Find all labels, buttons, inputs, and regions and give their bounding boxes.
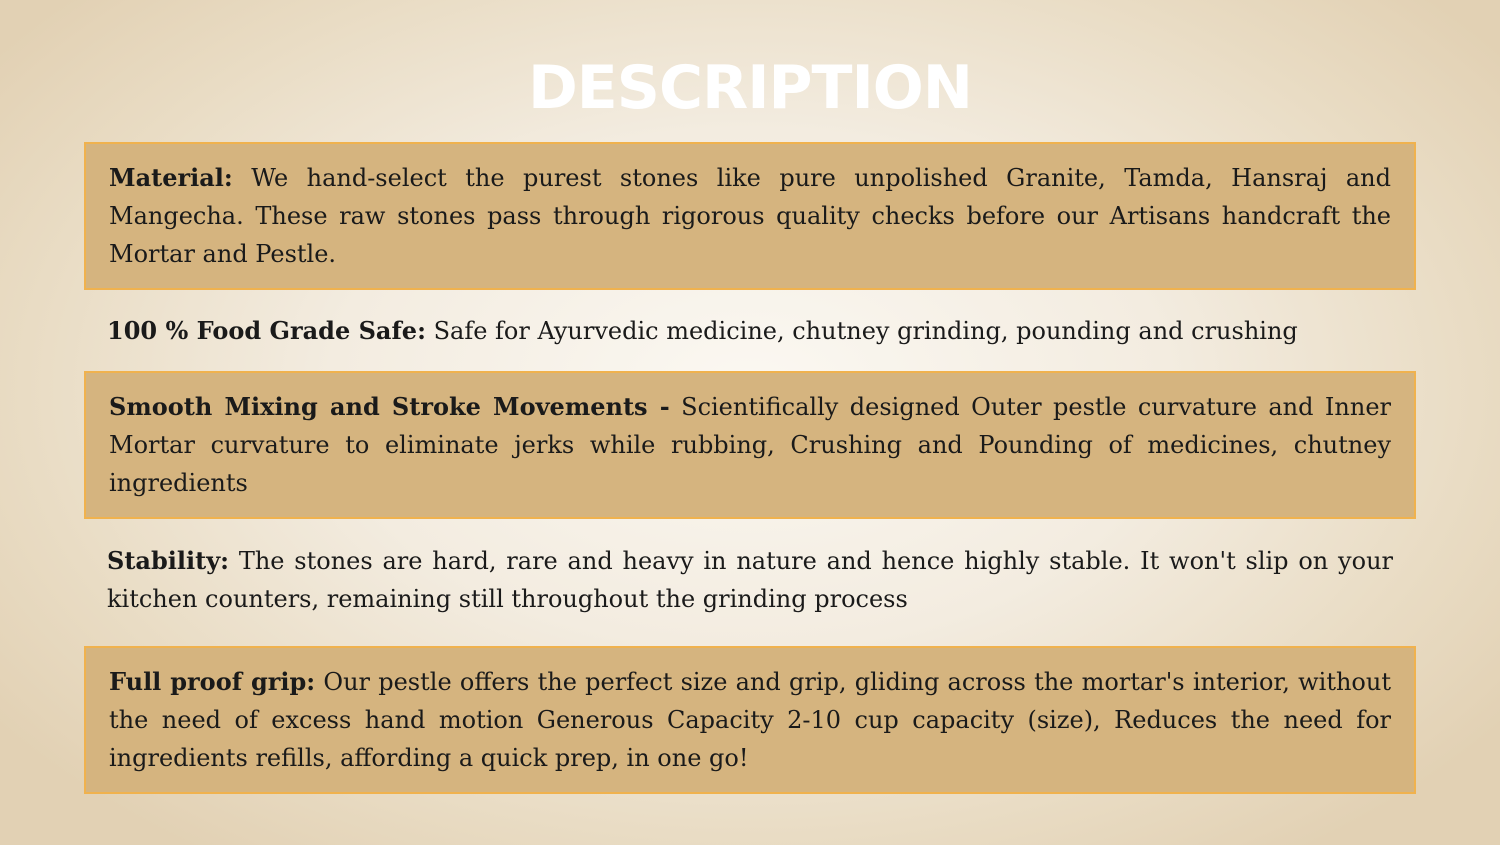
section-label: 100 % Food Grade Safe: [107, 316, 426, 345]
section-label: Material: [109, 163, 233, 192]
section-paragraph [109, 663, 1391, 777]
section-paragraph [107, 312, 1393, 350]
section-material [84, 142, 1416, 290]
section-label: Full proof grip: [109, 667, 316, 696]
page-title: DESCRIPTION [527, 53, 972, 123]
section-food-grade-safe [84, 312, 1416, 350]
section-stability [84, 542, 1416, 618]
section-paragraph [109, 159, 1391, 273]
section-text: We hand-select the purest stones like pure unpolished Granite, Tamda, Hansraj and Mangecha. These raw stones pass through rigorous quality checks before our Artisans handcraft the Mortar and Pestle. [109, 164, 1391, 268]
section-full-proof-grip [84, 646, 1416, 794]
section-paragraph [109, 388, 1391, 502]
section-text: Safe for Ayurvedic medicine, chutney grinding, pounding and crushing [433, 317, 1298, 345]
section-paragraph [107, 542, 1393, 618]
section-text: Our pestle offers the perfect size and grip, gliding across the mortar's interior, without the need of excess hand motion Generous Capacity 2-10 cup capacity (size), Reduces the need for ingredients refills, affording a quick prep, in one go! [109, 668, 1391, 772]
section-label: Stability: [107, 546, 229, 575]
section-label: Smooth Mixing and Stroke Movements - [109, 392, 670, 421]
section-smooth-mixing [84, 371, 1416, 519]
section-text: Scientifically designed Outer pestle curvature and Inner Mortar curvature to eliminate jerks while rubbing, Crushing and Pounding of medicines, chutney ingredients [109, 393, 1391, 497]
section-text: The stones are hard, rare and heavy in nature and hence highly stable. It won't slip on your kitchen counters, remaining still throughout the grinding process [107, 547, 1393, 613]
